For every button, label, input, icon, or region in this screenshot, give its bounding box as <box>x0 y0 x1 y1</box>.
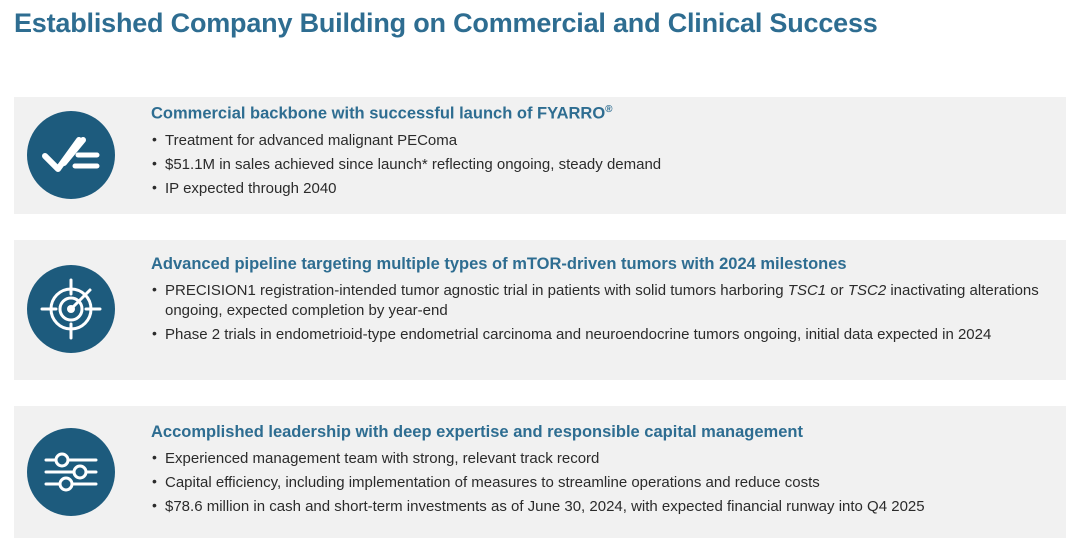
list-item: • Phase 2 trials in endometrioid-type endometrial carcinoma and neuroendocrine tumors ongoing, initial data expected in 2024 <box>151 325 1050 345</box>
section-heading <box>151 103 1050 125</box>
section-advanced-pipeline <box>14 240 1066 380</box>
gene-name-tsc2: TSC2 <box>847 282 887 300</box>
section-body <box>151 103 1050 203</box>
list-item: • IP expected through 2040 <box>151 179 1050 199</box>
section-heading: Advanced pipeline targeting multiple types of mTOR-driven tumors with 2024 milestones <box>151 255 847 273</box>
list-item: • Capital efficiency, including implementation of measures to streamline operations and reduce costs <box>151 473 1050 493</box>
registered-mark: ® <box>605 104 613 115</box>
section-heading-text: Commercial backbone with successful launch of FYARRO <box>151 104 606 123</box>
bullet-list <box>151 449 1050 517</box>
double-check-icon <box>27 111 115 199</box>
list-item: • $78.6 million in cash and short-term investments as of June 30, 2024, with expected financial runway into Q4 2025 <box>151 497 1050 517</box>
bullet-text-pre: PRECISION1 registration-intended tumor agnostic trial in patients with solid tumors harboring <box>165 282 788 300</box>
list-item: • Experienced management team with strong, relevant track record <box>151 449 1050 469</box>
target-icon <box>27 265 115 353</box>
bullet-text-mid: or <box>826 282 848 300</box>
list-item: • $51.1M in sales achieved since launch* reflecting ongoing, steady demand <box>151 155 1050 175</box>
sliders-icon <box>27 428 115 516</box>
bullet-text-post: inactivating alterations ongoing, expected completion by year-end <box>165 282 1039 320</box>
gene-name-tsc1: TSC1 <box>787 282 827 300</box>
page-title: Established Company Building on Commercial and Clinical Success <box>14 8 878 38</box>
section-leadership <box>14 406 1066 538</box>
list-item: • Treatment for advanced malignant PEComa <box>151 131 1050 151</box>
section-commercial-backbone <box>14 97 1066 214</box>
bullet-list <box>151 281 1050 345</box>
section-body <box>151 422 1050 521</box>
section-heading: Accomplished leadership with deep expertise and responsible capital management <box>151 423 803 441</box>
section-body <box>151 254 1050 349</box>
list-item <box>151 281 1050 321</box>
bullet-list <box>151 131 1050 199</box>
